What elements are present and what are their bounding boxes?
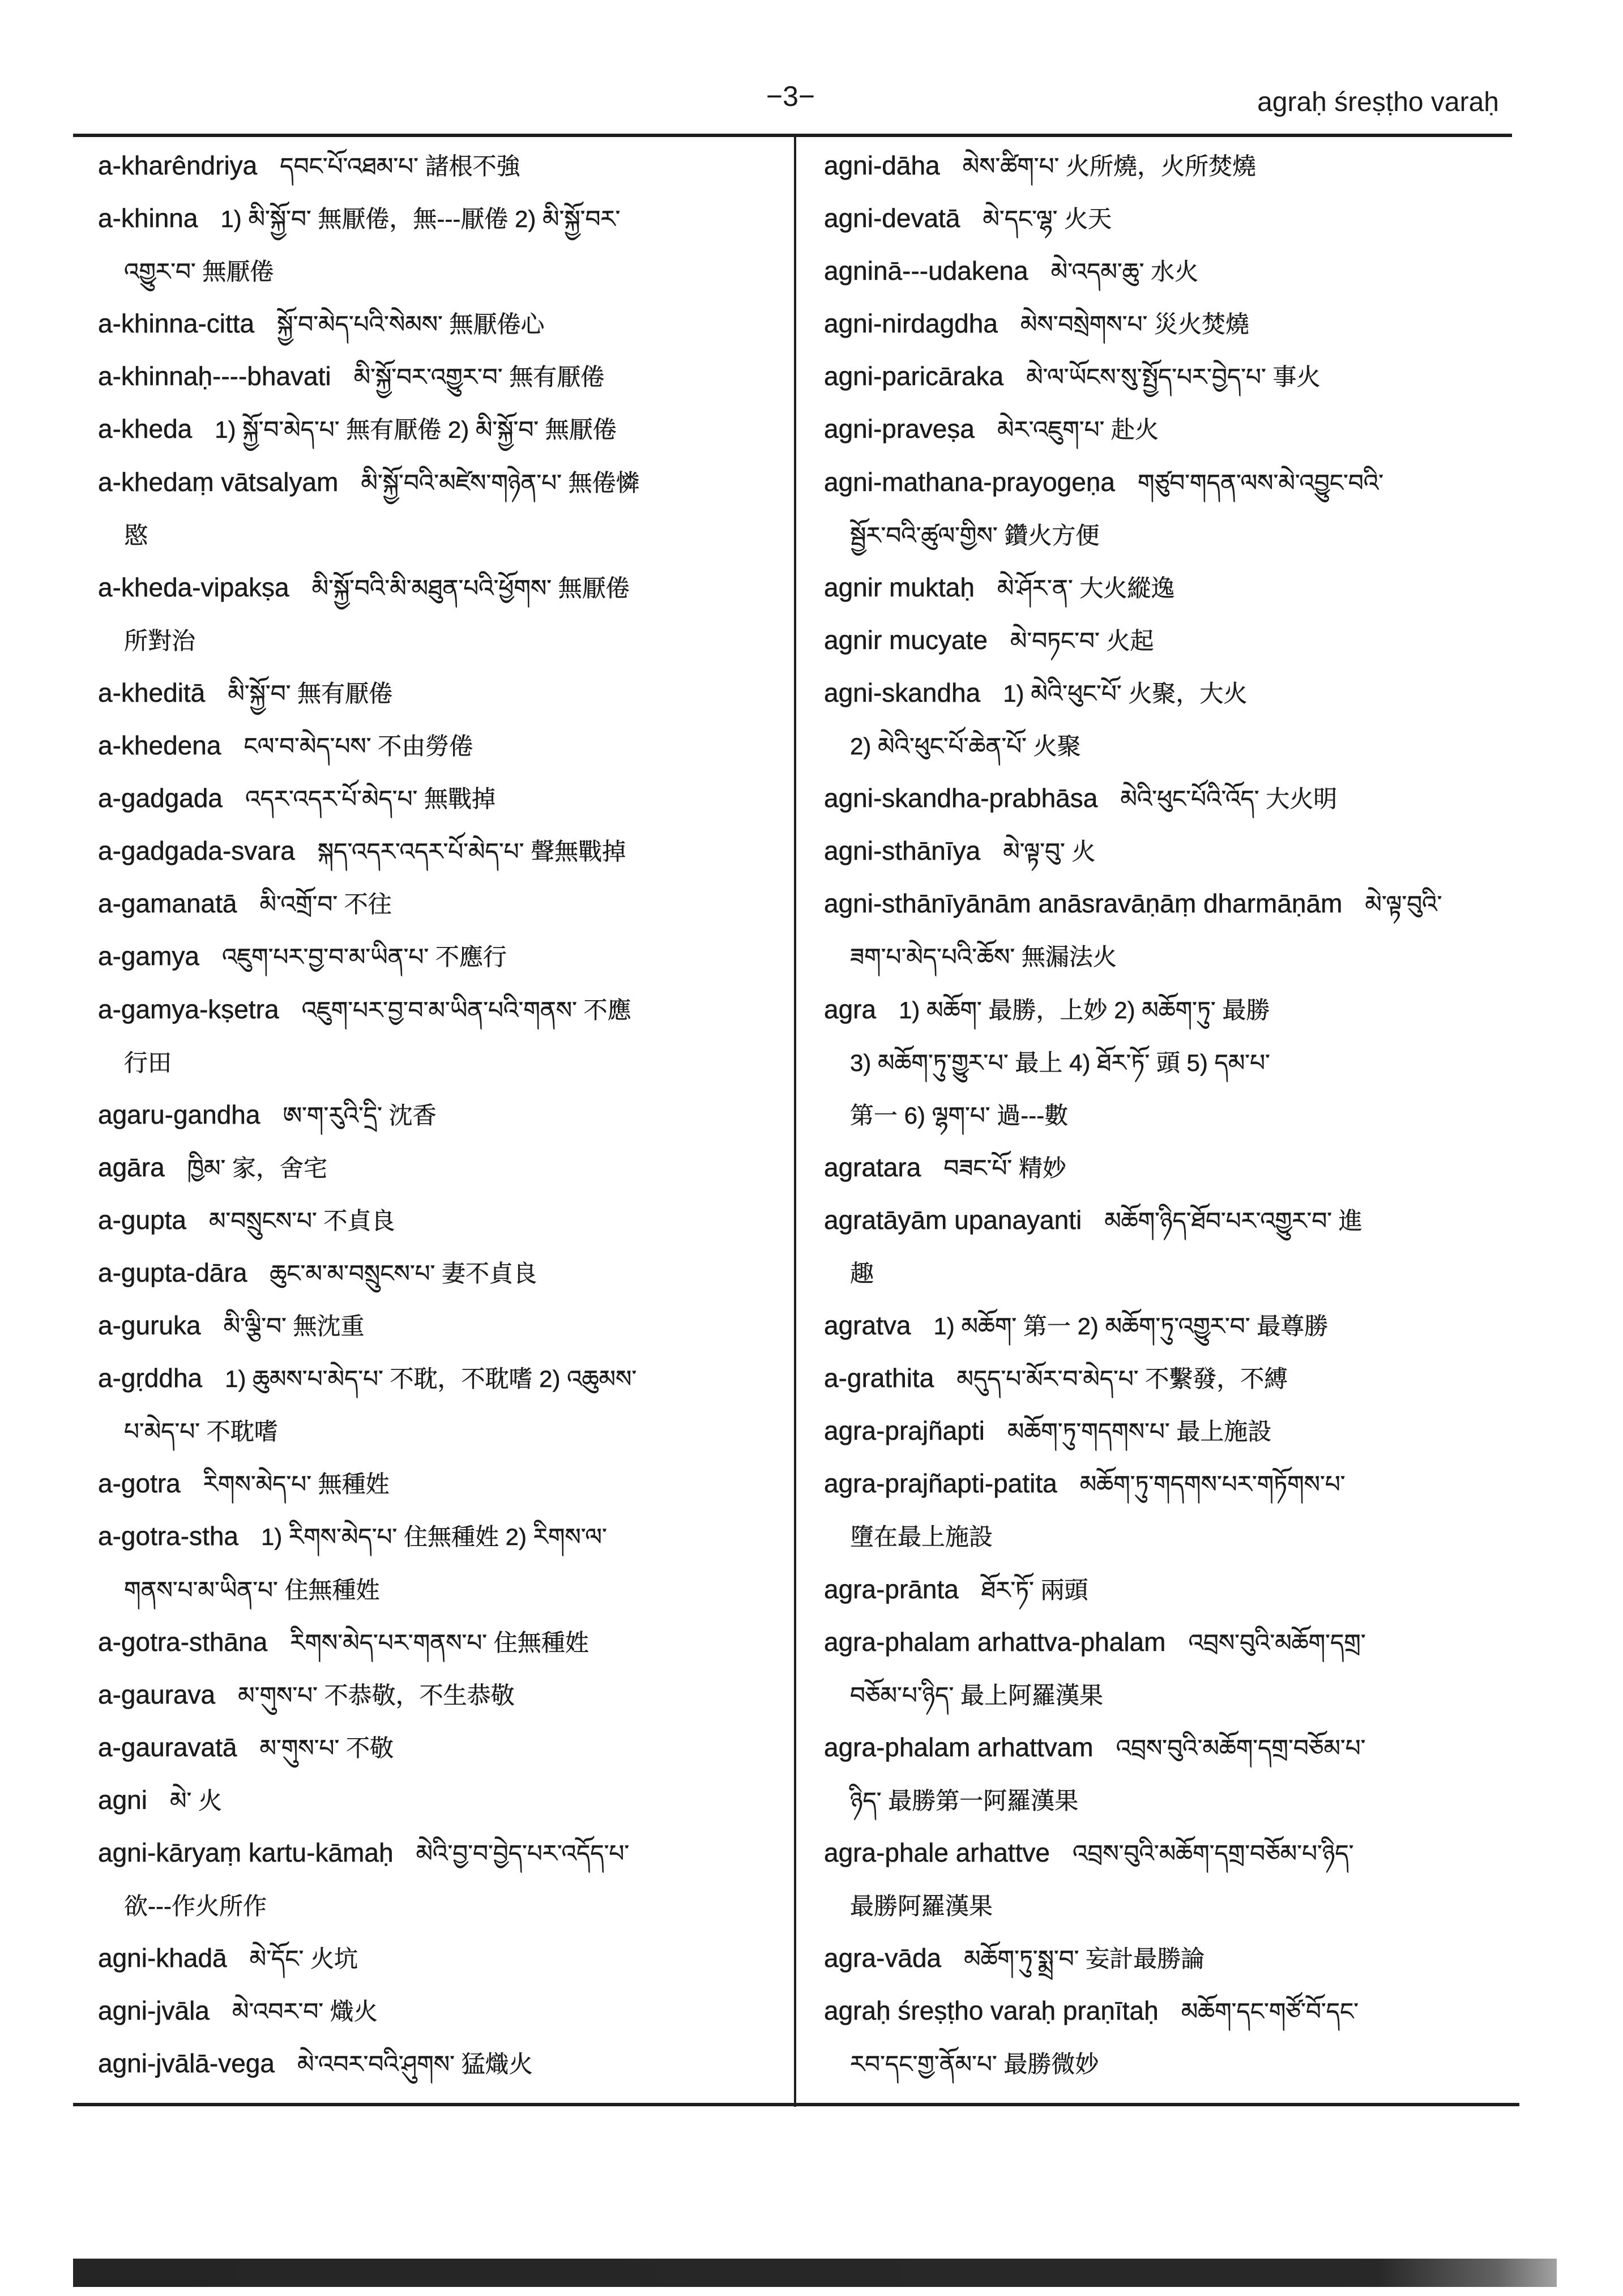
header-rule xyxy=(73,134,1512,137)
footer-rule xyxy=(73,2103,1519,2106)
gloss: སྦྱོར་བའི་ཚུལ་གྱིས་ 鑽火方便 xyxy=(850,522,1100,549)
gloss: གནས་པ་མ་ཡིན་པ་ 住無種姓 xyxy=(124,1576,380,1603)
running-head: agraḥ śreṣṭho varaḥ xyxy=(1257,87,1499,117)
dictionary-entry xyxy=(98,1616,784,1668)
dictionary-entry xyxy=(824,245,1506,297)
gloss: རིགས་མེད་པར་གནས་པ་ 住無種姓 xyxy=(290,1629,589,1656)
entry-line xyxy=(98,1985,784,2037)
entry-continuation-line xyxy=(824,1668,1506,1721)
headword: agratara xyxy=(824,1152,921,1182)
entry-line xyxy=(98,983,784,1036)
gloss: ཁྱིམ་ 家，舍宅 xyxy=(187,1154,328,1181)
headword: a-gupta-dāra xyxy=(98,1257,247,1287)
headword: agra-prānta xyxy=(824,1574,959,1604)
dictionary-entry xyxy=(98,930,784,983)
gloss: མེ་འདམ་ཆུ་ 水火 xyxy=(1050,258,1199,285)
headword: agni-sthānīya xyxy=(824,836,981,866)
headword: agni-khadā xyxy=(98,1943,227,1973)
dictionary-entry xyxy=(824,877,1506,983)
headword: a-khinna-citta xyxy=(98,309,255,339)
headword: agra-phalam arhattvam xyxy=(824,1732,1094,1762)
entry-line xyxy=(98,561,784,614)
gloss: མཆོག་དང་གཙོ་བོ་དང་ xyxy=(1181,1998,1359,2025)
dictionary-entry xyxy=(98,350,784,403)
dictionary-entry xyxy=(98,561,784,667)
headword: agni-kāryaṃ kartu-kāmaḥ xyxy=(98,1838,394,1867)
entry-line xyxy=(98,877,784,930)
entry-line xyxy=(98,2037,784,2090)
headword: a-kheda-vipakṣa xyxy=(98,572,289,602)
headword: a-khinna xyxy=(98,203,198,233)
gloss: མེ་ལ་ཡོངས་སུ་སྤྱོད་པར་བྱེད་པ་ 事火 xyxy=(1026,364,1321,391)
entry-continuation-line xyxy=(824,719,1506,772)
entry-line xyxy=(824,350,1506,403)
gloss: མེ་བཏང་བ་ 火起 xyxy=(1010,627,1154,654)
gloss: གཙུབ་གདན་ལས་མེ་འབྱུང་བའི་ xyxy=(1138,469,1384,496)
entry-line xyxy=(98,1247,784,1299)
entry-line xyxy=(98,1510,784,1563)
entry-continuation-line xyxy=(824,1510,1506,1563)
gloss: འབྲས་བུའི་མཆོག་དགྲ་བཅོམ་པ་ xyxy=(1116,1734,1366,1761)
gloss: 墮在最上施設 xyxy=(850,1523,993,1551)
headword: agaru-gandha xyxy=(98,1099,260,1129)
gloss: 1) སྐྱོ་བ་མེད་པ་ 無有厭倦 2) མི་སྐྱོ་བ་ 無厭倦 xyxy=(215,416,617,443)
gloss: 1) རིགས་མེད་པ་ 住無種姓 2) རིགས་ལ་ xyxy=(261,1523,607,1551)
entry-line xyxy=(824,1826,1506,1879)
headword: agni-nirdagdha xyxy=(824,309,998,339)
dictionary-entry xyxy=(98,1457,784,1510)
gloss: མཆོག་ཏུ་གདགས་པ་ 最上施設 xyxy=(1007,1418,1272,1445)
entry-line xyxy=(98,1299,784,1352)
entry-continuation-line xyxy=(98,1405,784,1457)
entry-line xyxy=(824,1299,1506,1352)
entry-line xyxy=(98,297,784,350)
dictionary-entry xyxy=(98,772,784,825)
gloss: མེའི་ཕུང་པོའི་འོད་ 大火明 xyxy=(1120,786,1338,813)
entry-line xyxy=(824,1194,1506,1247)
gloss: མེ་ལྟ་བུའི་ xyxy=(1365,891,1442,918)
headword: a-gupta xyxy=(98,1205,187,1235)
entry-line xyxy=(824,1457,1506,1510)
dictionary-entry xyxy=(824,1826,1506,1932)
gloss: ཆུང་མ་མ་བསྲུངས་པ་ 妻不貞良 xyxy=(270,1260,537,1287)
entry-line xyxy=(98,1352,784,1405)
headword: a-guruka xyxy=(98,1311,201,1341)
headword: agra-phale arhattve xyxy=(824,1838,1050,1867)
gloss: 2) མེའི་ཕུང་པོ་ཆེན་པོ་ 火聚 xyxy=(850,733,1081,760)
dictionary-entry xyxy=(824,1141,1506,1194)
gloss: 最勝阿羅漢果 xyxy=(850,1893,993,1920)
gloss: རིགས་མེད་པ་ 無種姓 xyxy=(203,1471,390,1498)
entry-line xyxy=(824,1721,1506,1774)
entry-line xyxy=(98,667,784,719)
headword: a-kheda xyxy=(98,414,193,444)
entry-continuation-line xyxy=(824,1879,1506,1932)
dictionary-entry xyxy=(824,350,1506,403)
headword: agni-skandha xyxy=(824,677,981,707)
gloss: མེ་འབར་བའི་ཤུགས་ 猛熾火 xyxy=(297,2051,533,2078)
entry-continuation-line xyxy=(98,245,784,297)
dictionary-entry xyxy=(98,297,784,350)
dictionary-entry xyxy=(824,1721,1506,1826)
entry-line xyxy=(98,456,784,509)
gloss: འདར་འདར་པོ་མེད་པ་ 無戰掉 xyxy=(245,786,496,813)
entry-line xyxy=(824,667,1506,719)
dictionary-entry xyxy=(98,139,784,192)
dictionary-entry xyxy=(98,983,784,1089)
entry-line xyxy=(824,245,1506,297)
gloss: མེ་དོང་ 火坑 xyxy=(249,1945,358,1973)
gloss: 所對治 xyxy=(124,627,196,654)
headword: agra xyxy=(824,994,877,1024)
entry-line xyxy=(98,1457,784,1510)
headword: a-grathita xyxy=(824,1363,934,1393)
dictionary-entry xyxy=(824,825,1506,877)
entry-line xyxy=(824,614,1506,667)
entry-continuation-line xyxy=(824,1089,1506,1141)
headword: agraḥ śreṣṭho varaḥ praṇītaḥ xyxy=(824,1996,1159,2026)
dictionary-entry xyxy=(824,1194,1506,1299)
gloss: 1) མེའི་ཕུང་པོ་ 火聚，大火 xyxy=(1003,680,1248,707)
entry-line xyxy=(824,1352,1506,1405)
entry-line xyxy=(824,1932,1506,1985)
entry-line xyxy=(824,456,1506,509)
dictionary-entry xyxy=(824,403,1506,455)
gloss: མེ་དང་ལྷ་ 火天 xyxy=(983,206,1112,233)
entry-line xyxy=(98,1668,784,1721)
headword: a-khedaṃ vātsalyam xyxy=(98,467,339,497)
entry-line xyxy=(824,983,1506,1036)
gloss: འབྲས་བུའི་མཆོག་དགྲ་བཅོམ་པ་ཉིད་ xyxy=(1072,1840,1354,1867)
page-number: −3− xyxy=(766,80,815,112)
dictionary-entry xyxy=(98,719,784,772)
entry-continuation-line xyxy=(98,1879,784,1932)
gloss: མེ་ 火 xyxy=(169,1787,222,1814)
dictionary-entry xyxy=(98,1774,784,1826)
dictionary-entry xyxy=(824,139,1506,192)
headword: agāra xyxy=(98,1152,165,1182)
left-column xyxy=(98,139,784,2090)
dictionary-entry xyxy=(98,1089,784,1141)
dictionary-entry xyxy=(824,1405,1506,1457)
entry-line xyxy=(98,139,784,192)
gloss: མི་སྐྱོ་བའི་མི་མཐུན་པའི་ཕྱོགས་ 無厭倦 xyxy=(311,574,630,601)
entry-continuation-line xyxy=(824,1774,1506,1826)
dictionary-entry xyxy=(824,983,1506,1141)
headword: agni-praveṣa xyxy=(824,414,975,444)
dictionary-entry xyxy=(98,1721,784,1774)
gloss: བཅོམ་པ་ཉིད་ 最上阿羅漢果 xyxy=(850,1682,1103,1709)
dictionary-entry xyxy=(98,456,784,561)
dictionary-entry xyxy=(98,1299,784,1352)
dictionary-entry xyxy=(824,667,1506,772)
gloss: 趣 xyxy=(850,1260,874,1287)
headword: agni-jvālā-vega xyxy=(98,2049,275,2079)
gloss: མེས་ཚིག་པ་ 火所燒，火所焚燒 xyxy=(962,153,1256,180)
headword: agnir muktaḥ xyxy=(824,572,975,602)
entry-continuation-line xyxy=(824,2037,1506,2090)
headword: agni-devatā xyxy=(824,203,960,233)
headword: a-khedena xyxy=(98,731,221,761)
gloss: 1) ཆུམས་པ་མེད་པ་ 不耽，不耽嗜 2) འཆུམས་ xyxy=(225,1365,637,1393)
entry-line xyxy=(824,1563,1506,1616)
gloss: མེ་འབར་བ་ 熾火 xyxy=(232,1998,378,2025)
gloss: འཇུག་པར་བྱ་བ་མ་ཡིན་པའི་གནས་ 不應 xyxy=(301,996,631,1023)
gloss: མ་བསྲུངས་པ་ 不貞良 xyxy=(209,1207,395,1234)
entry-line xyxy=(98,719,784,772)
dictionary-entry xyxy=(824,297,1506,350)
gloss: ཐོར་ཏོ་ 兩頭 xyxy=(981,1576,1088,1603)
dictionary-entry xyxy=(824,1457,1506,1563)
headword: agra-vāda xyxy=(824,1943,942,1973)
dictionary-entry xyxy=(98,2037,784,2090)
headword: a-gadgada xyxy=(98,783,223,813)
dictionary-entry xyxy=(98,1985,784,2037)
gloss: མེ་ཤོར་ན་ 大火縱逸 xyxy=(997,574,1175,601)
entry-line xyxy=(98,1774,784,1826)
headword: a-gaurava xyxy=(98,1679,216,1709)
gloss: མི་སྐྱོ་བར་འགྱུར་བ་ 無有厭倦 xyxy=(353,364,605,391)
gloss: སྐད་འདར་འདར་པོ་མེད་པ་ 聲無戰掉 xyxy=(317,838,626,865)
headword: a-gṛddha xyxy=(98,1363,203,1393)
entry-continuation-line xyxy=(98,1036,784,1089)
dictionary-entry xyxy=(98,1141,784,1194)
gloss: མ་གུས་པ་ 不恭敬，不生恭敬 xyxy=(238,1682,515,1709)
gloss: 愍 xyxy=(124,522,148,549)
entry-line xyxy=(98,1089,784,1141)
gloss: འཇུག་པར་བྱ་བ་མ་ཡིན་པ་ 不應行 xyxy=(221,944,507,971)
gloss: མེའི་བྱ་བ་བྱེད་པར་འདོད་པ་ xyxy=(416,1840,630,1867)
headword: agni xyxy=(98,1785,147,1815)
gloss: མི་ལྕི་བ་ 無沈重 xyxy=(223,1313,365,1340)
gloss: པ་མེད་པ་ 不耽嗜 xyxy=(124,1418,278,1445)
entry-line xyxy=(824,772,1506,825)
headword: a-gotra-stha xyxy=(98,1521,239,1551)
gloss: 3) མཆོག་ཏུ་གྱུར་པ་ 最上 4) ཐོར་ཏོ་ 頭 5) དམ་པ་ xyxy=(850,1049,1270,1076)
gloss: མི་སྐྱོ་བ་ 無有厭倦 xyxy=(228,680,393,707)
headword: a-gauravatā xyxy=(98,1732,237,1762)
entry-line xyxy=(98,403,784,455)
gloss: སྐྱོ་བ་མེད་པའི་སེམས་ 無厭倦心 xyxy=(277,311,545,338)
dictionary-entry xyxy=(98,1826,784,1932)
gloss: ངལ་བ་མེད་པས་ 不由勞倦 xyxy=(244,733,473,760)
entry-line xyxy=(98,1194,784,1247)
entry-continuation-line xyxy=(98,1563,784,1616)
headword: agni-dāha xyxy=(824,151,940,180)
dictionary-entry xyxy=(824,614,1506,667)
column-divider xyxy=(794,136,796,2107)
entry-line xyxy=(98,1141,784,1194)
headword: agni-jvāla xyxy=(98,1996,210,2026)
gloss: མ་གུས་པ་ 不敬 xyxy=(259,1734,394,1761)
dictionary-entry xyxy=(824,456,1506,561)
gloss: ཉིད་ 最勝第一阿羅漢果 xyxy=(850,1787,1079,1814)
headword: a-gamanatā xyxy=(98,889,237,919)
gloss: མི་སྐྱོ་བའི་མཛེས་གཉེན་པ་ 無倦憐 xyxy=(361,469,640,496)
dictionary-entry xyxy=(824,1563,1506,1616)
entry-continuation-line xyxy=(98,614,784,667)
entry-continuation-line xyxy=(824,509,1506,561)
headword: a-gamya-kṣetra xyxy=(98,994,279,1024)
dictionary-entry xyxy=(824,772,1506,825)
gloss: བཟང་པོ་ 精妙 xyxy=(943,1154,1066,1181)
entry-continuation-line xyxy=(98,509,784,561)
entry-line xyxy=(98,350,784,403)
entry-line xyxy=(824,1141,1506,1194)
gloss: མེས་བསྲེགས་པ་ 災火焚燒 xyxy=(1020,311,1249,338)
gloss: 第一 6) ལྷག་པ་ 過---數 xyxy=(850,1102,1069,1129)
gloss: 欲---作火所作 xyxy=(124,1893,267,1920)
entry-continuation-line xyxy=(824,930,1506,983)
entry-line xyxy=(98,1932,784,1985)
entry-continuation-line xyxy=(824,1036,1506,1089)
gloss: དབང་པོ་འཐམ་པ་ 諸根不強 xyxy=(280,153,520,180)
entry-line xyxy=(824,192,1506,245)
entry-line xyxy=(98,1721,784,1774)
gloss: 行田 xyxy=(124,1049,172,1076)
entry-line xyxy=(824,877,1506,930)
dictionary-entry xyxy=(824,1932,1506,1985)
gloss: ཨ་ག་རུའི་དྲི་ 沈香 xyxy=(283,1102,437,1129)
gloss: འབྲས་བུའི་མཆོག་དགྲ་ xyxy=(1188,1629,1366,1656)
gloss: མཆོག་ཉིད་ཐོབ་པར་འགྱུར་བ་ 進 xyxy=(1104,1207,1363,1234)
entry-line xyxy=(98,1826,784,1879)
gloss: མཆོག་ཏུ་གདགས་པར་གཏོགས་པ་ xyxy=(1079,1471,1346,1498)
headword: a-khinnaḥ----bhavati xyxy=(98,361,331,391)
dictionary-entry xyxy=(824,192,1506,245)
entry-line xyxy=(824,139,1506,192)
headword: a-kheditā xyxy=(98,677,206,707)
headword: agnir mucyate xyxy=(824,625,988,655)
gloss: མཆོག་ཏུ་སྨྲ་བ་ 妄計最勝論 xyxy=(964,1945,1205,1973)
headword: a-gamya xyxy=(98,941,199,971)
entry-line xyxy=(824,825,1506,877)
dictionary-entry xyxy=(824,1616,1506,1721)
dictionary-entry xyxy=(98,1510,784,1615)
entry-line xyxy=(824,1616,1506,1668)
dictionary-entry xyxy=(98,403,784,455)
entry-line xyxy=(824,561,1506,614)
entry-line xyxy=(824,297,1506,350)
scan-edge-band xyxy=(73,2259,1557,2287)
headword: a-gotra xyxy=(98,1469,181,1499)
entry-line xyxy=(824,403,1506,455)
gloss: མདུད་པ་མོར་བ་མེད་པ་ 不繫發，不縛 xyxy=(956,1365,1288,1393)
dictionary-entry xyxy=(98,1194,784,1247)
headword: agratva xyxy=(824,1311,911,1341)
gloss: 1) མི་སྐྱོ་བ་ 無厭倦，無---厭倦 2) མི་སྐྱོ་བར་ xyxy=(220,206,621,233)
dictionary-entry xyxy=(824,561,1506,614)
entry-continuation-line xyxy=(824,1247,1506,1299)
gloss: 1) མཆོག་ 第一 2) མཆོག་ཏུ་འགྱུར་བ་ 最尊勝 xyxy=(933,1313,1329,1340)
gloss: ཟག་པ་མེད་པའི་ཆོས་ 無漏法火 xyxy=(850,944,1117,971)
gloss: 1) མཆོག་ 最勝，上妙 2) མཆོག་ཏུ་ 最勝 xyxy=(899,996,1270,1023)
gloss: མེ་ལྟ་བུ་ 火 xyxy=(1003,838,1096,865)
headword: agni-paricāraka xyxy=(824,361,1004,391)
entry-line xyxy=(98,192,784,245)
dictionary-entry xyxy=(98,1668,784,1721)
dictionary-entry xyxy=(824,1985,1506,2090)
dictionary-entry xyxy=(824,1299,1506,1352)
gloss: འགྱུར་བ་ 無厭倦 xyxy=(124,258,274,285)
entry-line xyxy=(98,930,784,983)
gloss: མི་འགྲོ་བ་ 不往 xyxy=(259,891,392,918)
dictionary-entry xyxy=(98,1932,784,1985)
headword: agratāyām upanayanti xyxy=(824,1205,1082,1235)
headword: agninā---udakena xyxy=(824,256,1028,286)
headword: agra-prajñapti-patita xyxy=(824,1469,1057,1499)
entry-line xyxy=(98,1616,784,1668)
headword: agni-sthānīyānām anāsravāṇāṃ dharmāṇām xyxy=(824,889,1343,919)
dictionary-entry xyxy=(824,1352,1506,1405)
entry-line xyxy=(98,772,784,825)
right-column xyxy=(824,139,1506,2090)
dictionary-entry xyxy=(98,1352,784,1457)
headword: agni-skandha-prabhāsa xyxy=(824,783,1098,813)
headword: a-gadgada-svara xyxy=(98,836,295,866)
dictionary-entry xyxy=(98,825,784,877)
headword: agni-mathana-prayogeṇa xyxy=(824,467,1116,497)
headword: agra-prajñapti xyxy=(824,1416,985,1446)
dictionary-entry xyxy=(98,667,784,719)
dictionary-entry xyxy=(98,877,784,930)
dictionary-entry xyxy=(98,192,784,297)
headword: a-kharêndriya xyxy=(98,151,258,180)
dictionary-entry xyxy=(98,1247,784,1299)
headword: agra-phalam arhattva-phalam xyxy=(824,1627,1166,1657)
headword: a-gotra-sthāna xyxy=(98,1627,268,1657)
entry-line xyxy=(824,1985,1506,2037)
entry-line xyxy=(98,825,784,877)
entry-line xyxy=(824,1405,1506,1457)
gloss: མེར་འཇུག་པ་ 赴火 xyxy=(997,416,1159,443)
gloss: རབ་དང་གྱ་ནོམ་པ་ 最勝微妙 xyxy=(850,2051,1099,2078)
